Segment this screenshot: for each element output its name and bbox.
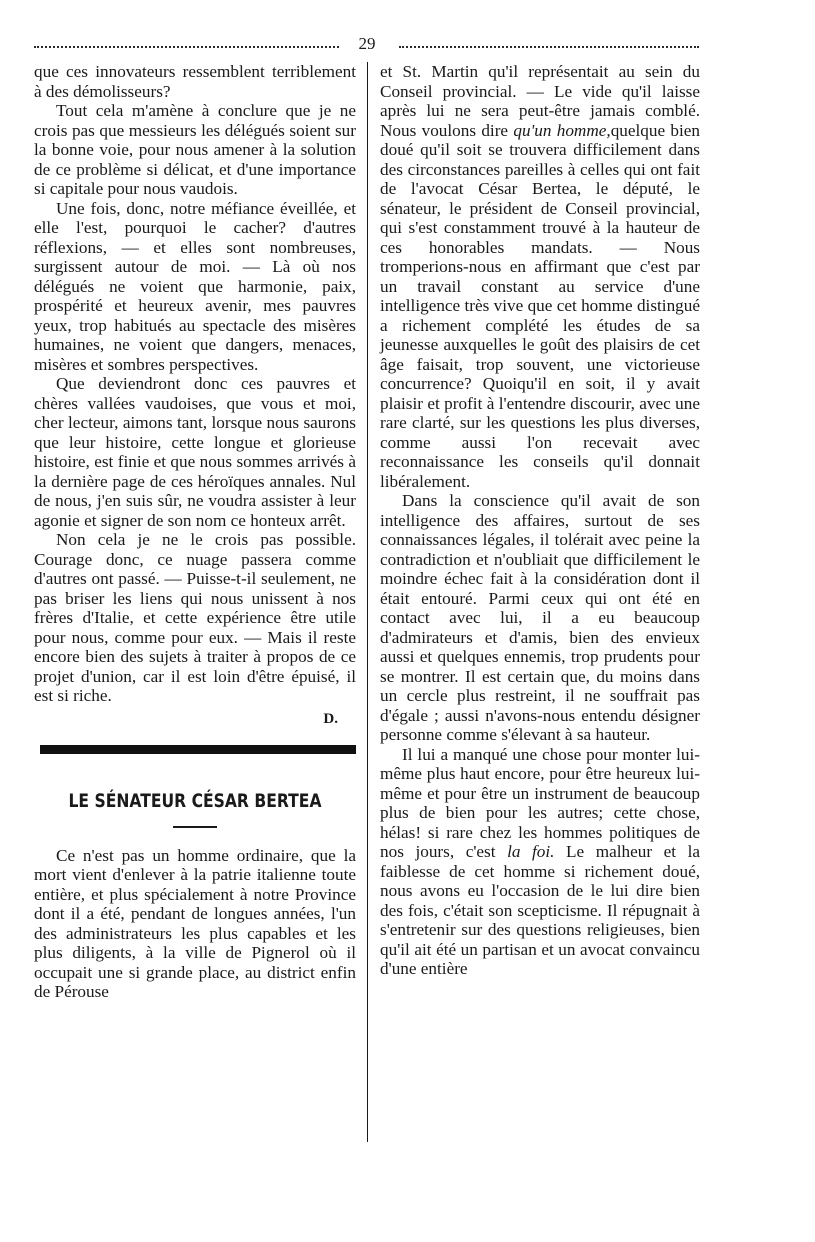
text-run: Le malheur et la faiblesse de cet homme si richement doué, nous avons eu l'occasion de le lui dire bien des fois, c'était son scepticisme. Il répugnait à s'entretenir sur des questions religieuses, bien qu'il ait été un partisan et un avocat convaincu d'une entière xyxy=(380,842,700,978)
italic-text: la foi. xyxy=(507,842,555,861)
paragraph: que ces innovateurs ressemblent terriblement à des démolisseurs? xyxy=(34,62,356,101)
text-run: Il lui a manqué une chose pour monter lui-même plus haut encore, pour être heureux lui-même et pour être un instrument de beaucoup plus de bien pour les autres; cette chose, hélas! si rare chez les hommes politiques de nos jours, c'est xyxy=(380,744,700,861)
column-divider xyxy=(367,62,368,1142)
paragraph: Une fois, donc, notre méfiance éveillée, et elle l'est, pourquoi le cacher? d'autres réflexions, — et elles sont nombreuses, surgissent autour de moi. — Là où nos délégués ne voient que harmonie, paix, prospérité et heureux avenir, mes pauvres yeux, trop habitués au spectacle des misères humaines, ne voient que dangers, menaces, misères et sombres perspectives. xyxy=(34,198,356,374)
right-column xyxy=(380,62,700,979)
author-signature: D. xyxy=(323,710,338,727)
paragraph: Tout cela m'amène à conclure que je ne crois pas que messieurs les délégués soient sur la bonne voie, pour nous amener à la solution de ce problème si délicat, et d'une importance si capitale pour nous vaudois. xyxy=(34,101,356,198)
paragraph: Non cela je ne le crois pas possible. Courage donc, ce nuage passera comme d'autres ont passé. — Puisse-t-il seulement, ne pas briser les liens qui nous unissent à nos frères d'Italie, et cette expérience être utile pour nous, comme pour eux. — Mais il reste encore bien des sujets à traiter à propos de ce projet d'union, car il est loin d'être épuisé, il est si riche. xyxy=(34,530,356,705)
header-dotted-rule-right xyxy=(399,46,699,48)
paragraph: Dans la conscience qu'il avait de son intelligence des affaires, surtout de ses connaissances légales, il tolérait avec peine la contradiction et n'oubliait que difficilement le moindre échec fait à la considération dont il était entouré. Parmi ceux qui ont été en contact avec lui, il a eu beaucoup d'admirateurs et d'amis, bien des envieux aussi et quelques ennemis, trop prudents pour se montrer. Il est certain que, du moins dans un cercle plus restreint, il ne souffrait pas d'égale ; aussi n'avons-nous entendu désigner personne comme s'élevant à sa hauteur. xyxy=(380,491,700,744)
section-divider xyxy=(40,745,356,754)
left-column xyxy=(34,62,356,1002)
paragraph xyxy=(380,62,700,491)
header-dotted-rule-left xyxy=(34,46,339,48)
article-title: LE SÉNATEUR CÉSAR BERTEA xyxy=(68,790,322,812)
text-run: quelque bien doué qu'il soit se trouvera difficilement dans des circonstances pareilles à celles qui ont fait de l'avocat César Bertea, le député, le sénateur, le président de Conseil provincial, qui s'est constamment trouvé à la hauteur de ces honorables mandats. — Nous tromperions-nous en affirmant que c'est par un travail constant au service d'une intelligence très vive que cet homme distingué a richement complété les études de sa jeunesse auxquelles le goût des plaisirs de cet âge faisait, trop souvent, une victorieuse concurrence? Quoiqu'il en soit, il y avait plaisir et profit à l'entendre discourir, avec une rare clarté, sur les questions les plus diverses, comme aussi l'on recevait avec reconnaissance les conseils qu'il donnait libéralement. xyxy=(380,120,700,491)
italic-text: qu'un homme, xyxy=(513,120,611,140)
title-underline xyxy=(173,826,217,828)
page-header xyxy=(34,34,699,54)
text-run: et St. Martin qu'il représentait au sein du Conseil provincial. — Le vide qu'il laisse après lui ne sera peut-être jamais comblé. Nous voulons dire xyxy=(380,62,700,140)
paragraph: Que deviendront donc ces pauvres et chères vallées vaudoises, que vous et moi, cher lecteur, aimons tant, lorsque nous saurons que leur histoire, cette longue et glorieuse histoire, est finie et que nous sommes arrivés à la dernière page de ces héroïques annales. Nul de nous, j'en suis sûr, ne voudra assister à leur agonie et signer de son nom ce honteux arrêt. xyxy=(34,374,356,530)
page-number: 29 xyxy=(358,34,376,53)
paragraph xyxy=(380,745,700,979)
paragraph: Ce n'est pas un homme ordinaire, que la mort vient d'enlever à la patrie italienne toute entière, et plus spécialement à notre Province dont il a été, pendant de longues années, l'un des administrateurs les plus capables et les plus diligents, à la ville de Pignerol où il occupait une si grande place, au district enfin de Pérouse xyxy=(34,845,356,1001)
